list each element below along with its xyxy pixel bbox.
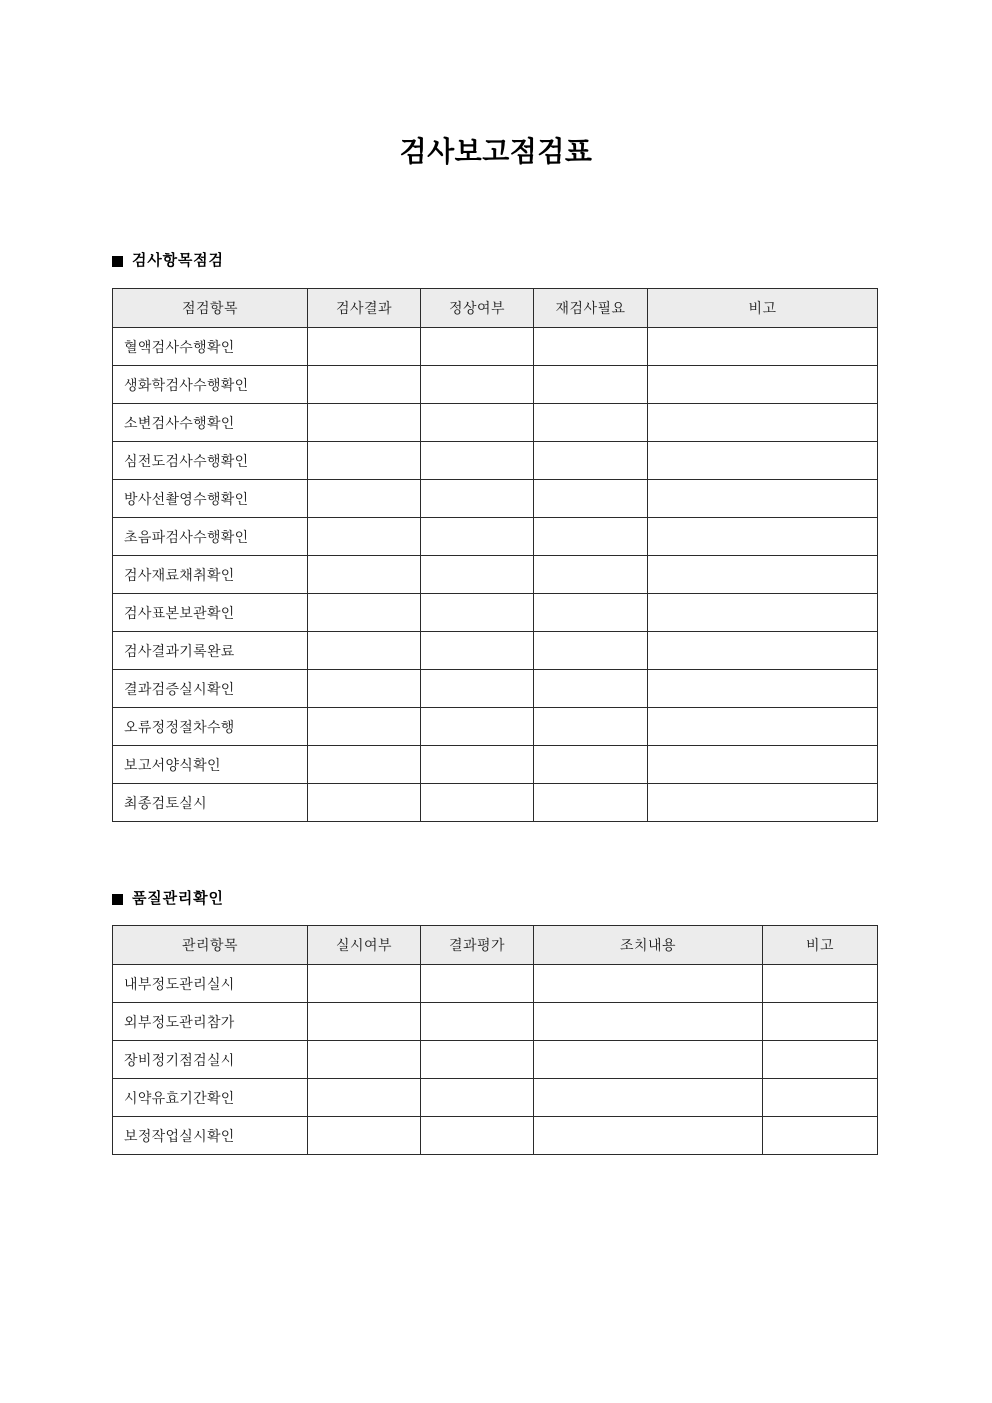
cell-control-item: 보정작업실시확인: [113, 1117, 308, 1155]
table-row: [113, 556, 878, 594]
cell-remarks[interactable]: [648, 594, 878, 632]
cell-inspection-item: 결과검증실시확인: [113, 670, 308, 708]
table-row: [113, 518, 878, 556]
cell-inspection-item: 초음파검사수행확인: [113, 518, 308, 556]
table-row: [113, 1079, 878, 1117]
cell-remarks[interactable]: [648, 442, 878, 480]
cell-remarks[interactable]: [763, 965, 878, 1003]
table-row: [113, 708, 878, 746]
cell-retest-required[interactable]: [534, 366, 648, 404]
cell-retest-required[interactable]: [534, 442, 648, 480]
cell-remarks[interactable]: [648, 404, 878, 442]
cell-inspection-item: 혈액검사수행확인: [113, 328, 308, 366]
cell-remarks[interactable]: [648, 480, 878, 518]
cell-remarks[interactable]: [648, 784, 878, 822]
cell-remarks[interactable]: [648, 632, 878, 670]
cell-normal-status[interactable]: [421, 556, 534, 594]
column-header-remarks: 비고: [763, 926, 878, 965]
cell-inspection-item: 검사표본보관확인: [113, 594, 308, 632]
table-row: [113, 632, 878, 670]
cell-performed[interactable]: [308, 1079, 421, 1117]
cell-action-taken[interactable]: [534, 1003, 763, 1041]
cell-action-taken[interactable]: [534, 1117, 763, 1155]
cell-normal-status[interactable]: [421, 518, 534, 556]
cell-normal-status[interactable]: [421, 442, 534, 480]
column-header-test-result: 검사결과: [308, 289, 421, 328]
section-heading-label: 품질관리확인: [132, 890, 224, 907]
table-row: [113, 965, 878, 1003]
cell-remarks[interactable]: [648, 518, 878, 556]
cell-remarks[interactable]: [763, 1003, 878, 1041]
table-row: [113, 670, 878, 708]
cell-inspection-item: 최종검토실시: [113, 784, 308, 822]
table-row: [113, 328, 878, 366]
cell-remarks[interactable]: [648, 366, 878, 404]
cell-inspection-item: 생화학검사수행확인: [113, 366, 308, 404]
cell-performed[interactable]: [308, 1041, 421, 1079]
table-body: [113, 965, 878, 1155]
cell-performed[interactable]: [308, 965, 421, 1003]
cell-test-result[interactable]: [308, 480, 421, 518]
cell-normal-status[interactable]: [421, 632, 534, 670]
cell-remarks[interactable]: [763, 1079, 878, 1117]
column-header-inspection-item: 점검항목: [113, 289, 308, 328]
cell-result-eval[interactable]: [421, 1117, 534, 1155]
column-header-result-eval: 결과평가: [421, 926, 534, 965]
cell-retest-required[interactable]: [534, 746, 648, 784]
table-row: [113, 366, 878, 404]
cell-performed[interactable]: [308, 1003, 421, 1041]
cell-action-taken[interactable]: [534, 1041, 763, 1079]
table-header-row: [113, 289, 878, 328]
cell-remarks[interactable]: [648, 556, 878, 594]
table-header: [113, 289, 878, 328]
cell-normal-status[interactable]: [421, 328, 534, 366]
cell-remarks[interactable]: [648, 670, 878, 708]
cell-control-item: 외부정도관리참가: [113, 1003, 308, 1041]
table-row: [113, 480, 878, 518]
cell-normal-status[interactable]: [421, 404, 534, 442]
cell-remarks[interactable]: [763, 1117, 878, 1155]
cell-test-result[interactable]: [308, 556, 421, 594]
cell-test-result[interactable]: [308, 784, 421, 822]
page-title: 검사보고점검표: [399, 136, 593, 167]
column-header-action-taken: 조치내용: [534, 926, 763, 965]
cell-test-result[interactable]: [308, 746, 421, 784]
inspection-items-table: [112, 288, 878, 822]
table-row: [113, 784, 878, 822]
cell-test-result[interactable]: [308, 518, 421, 556]
cell-inspection-item: 검사결과기록완료: [113, 632, 308, 670]
cell-control-item: 시약유효기간확인: [113, 1079, 308, 1117]
table-row: [113, 404, 878, 442]
cell-test-result[interactable]: [308, 594, 421, 632]
table-body: [113, 328, 878, 822]
cell-action-taken[interactable]: [534, 965, 763, 1003]
cell-inspection-item: 검사재료채취확인: [113, 556, 308, 594]
section-heading-label: 검사항목점검: [132, 252, 224, 269]
table-row: [113, 1117, 878, 1155]
cell-inspection-item: 보고서양식확인: [113, 746, 308, 784]
column-header-performed: 실시여부: [308, 926, 421, 965]
cell-remarks[interactable]: [648, 328, 878, 366]
cell-control-item: 장비정기점검실시: [113, 1041, 308, 1079]
cell-retest-required[interactable]: [534, 556, 648, 594]
cell-result-eval[interactable]: [421, 1003, 534, 1041]
cell-normal-status[interactable]: [421, 708, 534, 746]
cell-test-result[interactable]: [308, 328, 421, 366]
cell-test-result[interactable]: [308, 442, 421, 480]
cell-remarks[interactable]: [648, 746, 878, 784]
cell-test-result[interactable]: [308, 366, 421, 404]
cell-test-result[interactable]: [308, 404, 421, 442]
cell-inspection-item: 방사선촬영수행확인: [113, 480, 308, 518]
cell-retest-required[interactable]: [534, 708, 648, 746]
cell-retest-required[interactable]: [534, 594, 648, 632]
cell-normal-status[interactable]: [421, 480, 534, 518]
cell-normal-status[interactable]: [421, 746, 534, 784]
cell-retest-required[interactable]: [534, 404, 648, 442]
table-row: [113, 1041, 878, 1079]
cell-retest-required[interactable]: [534, 480, 648, 518]
square-bullet-icon: [112, 894, 123, 905]
column-header-normal-status: 정상여부: [421, 289, 534, 328]
cell-normal-status[interactable]: [421, 366, 534, 404]
column-header-remarks: 비고: [648, 289, 878, 328]
cell-normal-status[interactable]: [421, 784, 534, 822]
table-header-row: [113, 926, 878, 965]
cell-test-result[interactable]: [308, 708, 421, 746]
table-header: [113, 926, 878, 965]
cell-result-eval[interactable]: [421, 1041, 534, 1079]
quality-control-table: [112, 925, 878, 1155]
cell-retest-required[interactable]: [534, 518, 648, 556]
cell-retest-required[interactable]: [534, 784, 648, 822]
cell-result-eval[interactable]: [421, 1079, 534, 1117]
cell-normal-status[interactable]: [421, 594, 534, 632]
cell-retest-required[interactable]: [534, 328, 648, 366]
cell-remarks[interactable]: [648, 708, 878, 746]
cell-action-taken[interactable]: [534, 1079, 763, 1117]
cell-normal-status[interactable]: [421, 670, 534, 708]
cell-inspection-item: 오류정정절차수행: [113, 708, 308, 746]
cell-test-result[interactable]: [308, 670, 421, 708]
table-row: [113, 594, 878, 632]
cell-result-eval[interactable]: [421, 965, 534, 1003]
cell-remarks[interactable]: [763, 1041, 878, 1079]
cell-performed[interactable]: [308, 1117, 421, 1155]
table-row: [113, 1003, 878, 1041]
cell-control-item: 내부정도관리실시: [113, 965, 308, 1003]
cell-retest-required[interactable]: [534, 632, 648, 670]
cell-retest-required[interactable]: [534, 670, 648, 708]
table-row: [113, 442, 878, 480]
cell-inspection-item: 심전도검사수행확인: [113, 442, 308, 480]
column-header-retest-required: 재검사필요: [534, 289, 648, 328]
cell-test-result[interactable]: [308, 632, 421, 670]
section-heading-quality-control: [112, 888, 224, 910]
column-header-control-item: 관리항목: [113, 926, 308, 965]
table-row: [113, 746, 878, 784]
cell-inspection-item: 소변검사수행확인: [113, 404, 308, 442]
square-bullet-icon: [112, 256, 123, 267]
section-heading-inspection-items: [112, 250, 224, 272]
